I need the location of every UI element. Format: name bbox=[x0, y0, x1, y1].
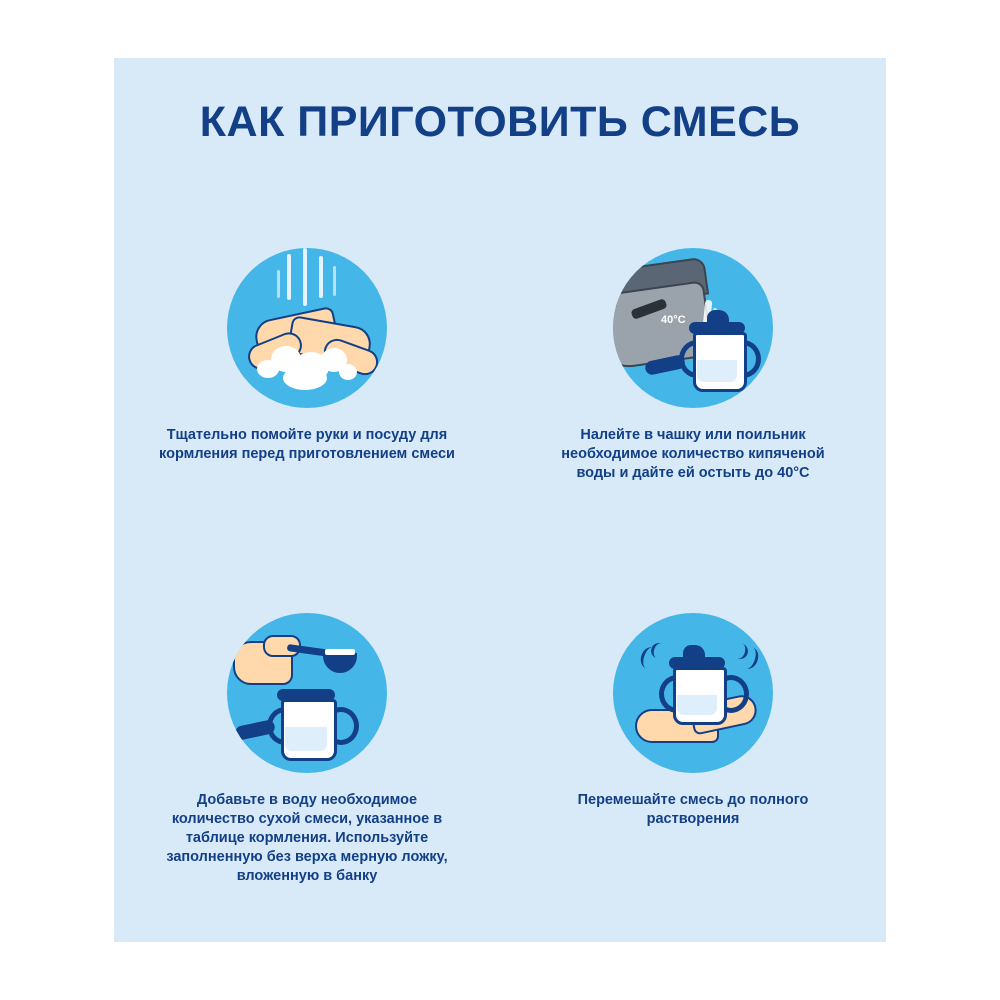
shaking-cup-icon bbox=[613, 613, 773, 773]
kettle-pouring-water-icon bbox=[613, 248, 773, 408]
measuring-scoop-icon bbox=[227, 613, 387, 773]
washing-hands-icon bbox=[227, 248, 387, 408]
page-title: КАК ПРИГОТОВИТЬ СМЕСЬ bbox=[199, 98, 801, 146]
step-caption: Перемешайте смесь до полного растворения bbox=[577, 792, 809, 827]
step-caption: Тщательно помойте руки и посуду для кормления перед приготовлением смеси bbox=[159, 427, 455, 462]
temperature-label: 40°C bbox=[661, 314, 686, 326]
step-mix bbox=[500, 613, 886, 886]
step-pour-water bbox=[500, 248, 886, 483]
steps-grid bbox=[114, 248, 886, 886]
step-add-powder bbox=[114, 613, 500, 886]
instruction-poster bbox=[114, 58, 886, 942]
step-caption: Добавьте в воду необходимое количество сухой смеси, указанное в таблице кормления. Используйте заполненную без верха мерную ложку, вложенную в банку bbox=[166, 792, 448, 884]
steps-row-2 bbox=[114, 613, 886, 886]
step-wash-hands bbox=[114, 248, 500, 483]
steps-row-1 bbox=[114, 248, 886, 483]
step-caption: Налейте в чашку или поильник необходимое количество кипяченой воды и дайте ей остыть до 40°С bbox=[561, 427, 825, 481]
